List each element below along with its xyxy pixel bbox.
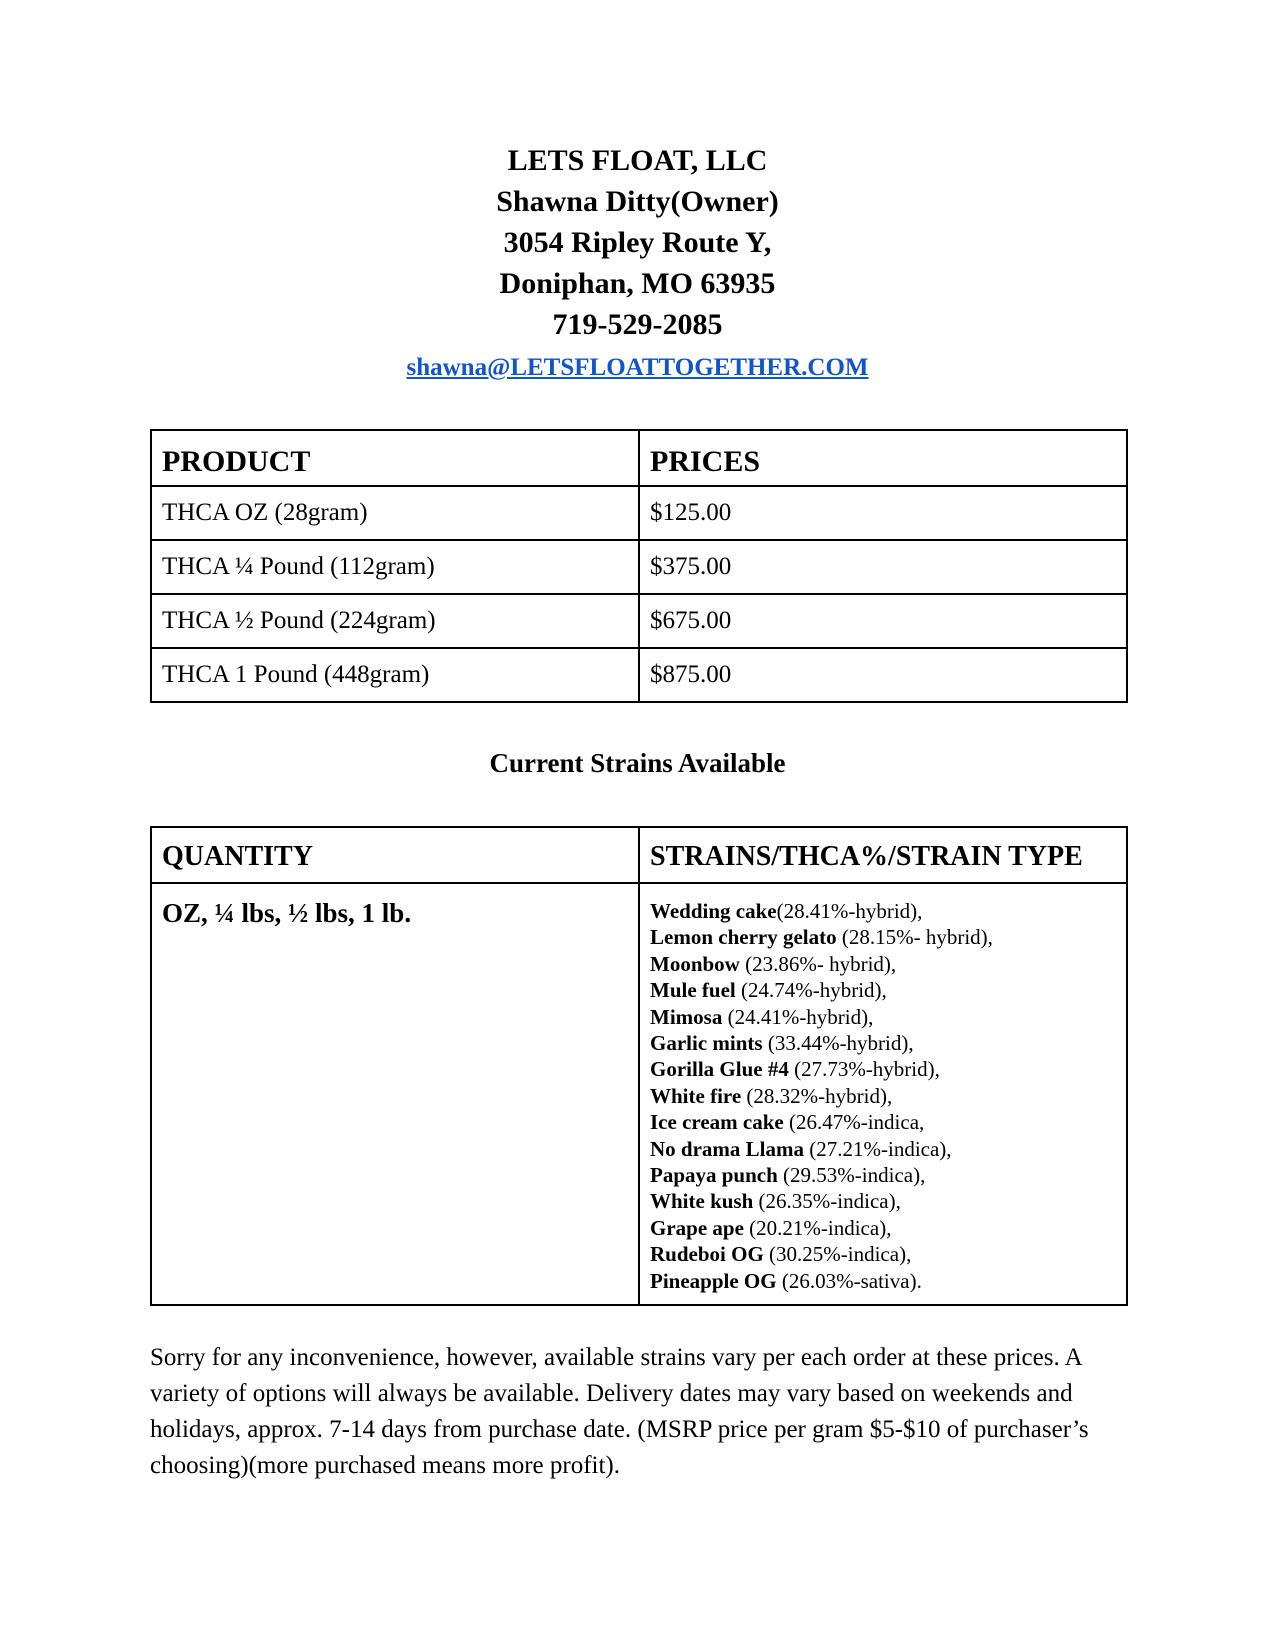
product-cell: THCA 1 Pound (448gram)	[151, 648, 639, 702]
strain-name: Moonbow	[650, 951, 740, 976]
strain-detail: (28.15%- hybrid),	[836, 925, 993, 950]
address-line-2: Doniphan, MO 63935	[499, 267, 776, 300]
column-header-product: PRODUCT	[151, 430, 639, 486]
column-header-prices: PRICES	[639, 430, 1127, 486]
strain-detail: (20.21%-indica),	[743, 1215, 892, 1240]
price-cell: $375.00	[639, 540, 1127, 594]
table-header-row	[151, 430, 1127, 486]
strain-name: White kush	[650, 1189, 754, 1214]
strain-detail: (30.25%-indica),	[763, 1242, 912, 1267]
table-header-row	[151, 827, 1127, 883]
strain-detail: (29.53%-indica),	[777, 1163, 926, 1188]
strain-detail: (27.73%-hybrid),	[788, 1057, 940, 1082]
product-cell: THCA OZ (28gram)	[151, 486, 639, 540]
strain-list-cell	[639, 883, 1127, 1305]
strain-item	[650, 1188, 1116, 1214]
strain-item	[650, 951, 1116, 977]
strain-item	[650, 1162, 1116, 1188]
product-cell: THCA ¼ Pound (112gram)	[151, 540, 639, 594]
strain-detail: (27.21%-indica),	[804, 1136, 952, 1161]
email-link[interactable]: shawna@LETSFLOATTOGETHER.COM	[406, 354, 869, 381]
strain-name: Papaya punch	[650, 1163, 778, 1188]
strain-item	[650, 1268, 1116, 1294]
disclaimer-paragraph: Sorry for any inconvenience, however, available strains vary per each order at these prices. A variety of options will always be available. Delivery dates may vary based on weekends and holidays, approx. 7-14 days from purchase date. (MSRP price per gram $5-$10 of purchaser’s choosing)(more purchased means more profit).	[150, 1344, 1089, 1479]
strain-detail: (26.35%-indica),	[753, 1189, 901, 1214]
strain-item	[650, 1109, 1116, 1135]
strain-name: No drama Llama	[650, 1136, 804, 1161]
table-row	[151, 594, 1127, 648]
company-name: LETS FLOAT, LLC	[507, 144, 768, 177]
address-line-1: 3054 Ripley Route Y,	[503, 226, 772, 259]
strain-name: Pineapple OG	[650, 1268, 777, 1293]
strain-item	[650, 1241, 1116, 1267]
strains-table	[150, 826, 1128, 1306]
table-row	[151, 883, 1127, 1305]
table-row	[151, 648, 1127, 702]
strain-detail: (23.86%- hybrid),	[739, 951, 897, 976]
strain-name: Lemon cherry gelato	[650, 925, 837, 950]
strain-detail: (24.74%-hybrid),	[735, 978, 887, 1003]
strain-name: Wedding cake	[650, 899, 777, 923]
strain-item	[650, 1083, 1116, 1109]
column-header-strains: STRAINS/THCA%/STRAIN TYPE	[639, 827, 1127, 883]
strain-item	[650, 1004, 1116, 1030]
strain-detail: (26.47%-indica,	[783, 1110, 925, 1135]
strain-item	[650, 1136, 1116, 1162]
strain-name: Garlic mints	[650, 1031, 763, 1056]
price-cell: $875.00	[639, 648, 1127, 702]
letterhead	[0, 140, 1275, 386]
strain-name: Mule fuel	[650, 978, 736, 1003]
strain-item	[650, 1215, 1116, 1241]
strain-detail: (28.32%-hybrid),	[741, 1083, 893, 1108]
column-header-quantity: QUANTITY	[151, 827, 639, 883]
strain-detail: (24.41%-hybrid),	[722, 1004, 874, 1029]
price-cell: $675.00	[639, 594, 1127, 648]
owner-name: Shawna Ditty(Owner)	[496, 185, 779, 218]
table-row	[151, 540, 1127, 594]
strain-item	[650, 1056, 1116, 1082]
strain-name: Mimosa	[650, 1004, 723, 1029]
price-cell: $125.00	[639, 486, 1127, 540]
strain-detail: (26.03%-sativa).	[776, 1268, 922, 1293]
strain-name: Grape ape	[650, 1215, 744, 1240]
strain-name: White fire	[650, 1083, 742, 1108]
product-cell: THCA ½ Pound (224gram)	[151, 594, 639, 648]
strain-name: Gorilla Glue #4	[650, 1057, 789, 1082]
strain-detail: (28.41%-hybrid),	[776, 899, 923, 923]
strain-item	[650, 898, 1116, 924]
strain-item	[650, 1030, 1116, 1056]
strain-detail: (33.44%-hybrid),	[762, 1031, 914, 1056]
strain-name: Rudeboi OG	[650, 1242, 764, 1267]
prices-table	[150, 429, 1128, 703]
strain-name: Ice cream cake	[650, 1110, 784, 1135]
strain-item	[650, 977, 1116, 1003]
section-title: Current Strains Available	[489, 748, 786, 778]
table-row	[151, 486, 1127, 540]
phone-number: 719-529-2085	[552, 308, 723, 341]
quantity-cell: OZ, ¼ lbs, ½ lbs, 1 lb.	[151, 883, 639, 1305]
strain-item	[650, 924, 1116, 950]
